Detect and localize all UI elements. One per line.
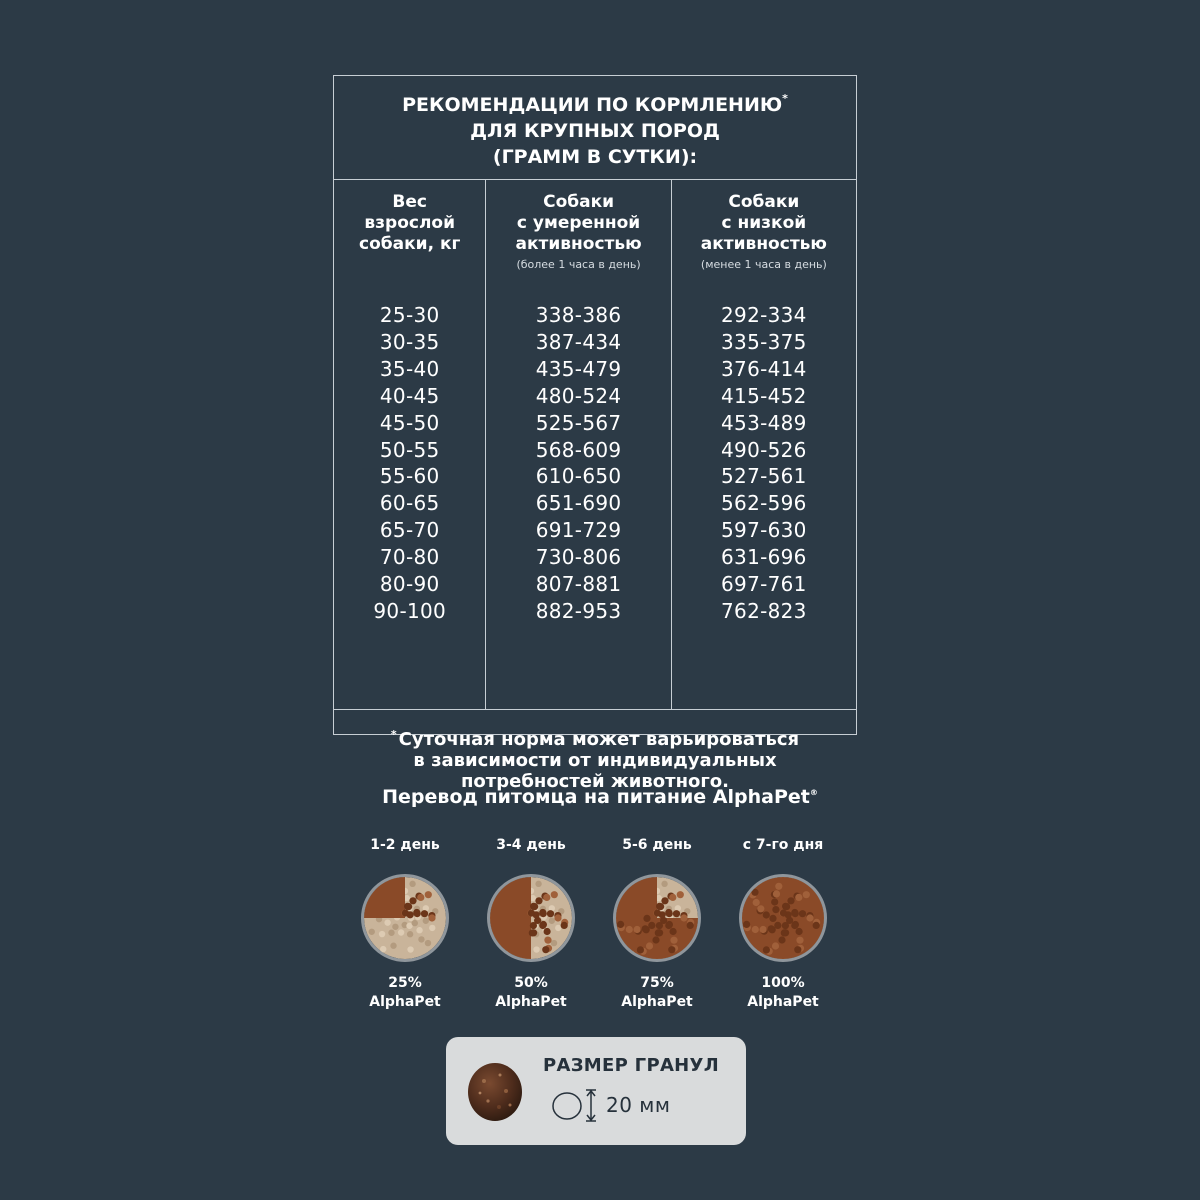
table-cell: 568-609 xyxy=(535,437,622,462)
table-cell: 30-35 xyxy=(379,329,440,354)
step-day: 1-2 день xyxy=(370,837,440,853)
table-cell: 335-375 xyxy=(721,329,807,354)
column-weight-header xyxy=(334,180,485,290)
column-low-values xyxy=(672,302,856,625)
food-mix-bowl xyxy=(613,874,701,962)
diameter-icon xyxy=(551,1087,601,1123)
transition-title xyxy=(0,786,1200,808)
column-header-line: собаки, кг xyxy=(359,234,461,254)
transition-brand: AlphaPet xyxy=(712,786,810,808)
table-cell: 882-953 xyxy=(535,598,622,623)
table-cell: 25-30 xyxy=(379,303,440,327)
feeding-table xyxy=(333,75,857,792)
column-header-line: Собаки xyxy=(728,192,800,212)
trademark-sign: ® xyxy=(809,788,818,797)
step-percent: 75% xyxy=(640,975,674,991)
step-brand: AlphaPet xyxy=(747,994,819,1010)
table-cell: 70-80 xyxy=(379,545,440,570)
feeding-title-line1 xyxy=(402,86,788,118)
table-cell: 338-386 xyxy=(535,303,622,327)
table-cell: 387-434 xyxy=(535,329,622,354)
column-header-line: Собаки xyxy=(543,192,615,212)
feeding-title-text-1: РЕКОМЕНДАЦИИ ПО КОРМЛЕНИЮ xyxy=(402,93,783,116)
column-weight xyxy=(334,180,485,709)
granule-size-title: РАЗМЕР ГРАНУЛ xyxy=(543,1055,719,1076)
table-cell: 453-489 xyxy=(721,410,807,435)
transition-step xyxy=(592,836,722,1012)
table-cell: 292-334 xyxy=(721,303,807,327)
granule-size-card xyxy=(446,1037,746,1145)
table-cell: 697-761 xyxy=(721,572,807,597)
table-cell: 691-729 xyxy=(535,518,622,543)
column-low-header xyxy=(672,180,856,290)
step-percent-label xyxy=(340,974,470,1012)
step-percent-label xyxy=(718,974,848,1012)
column-header-note: (менее 1 часа в день) xyxy=(700,258,827,271)
food-mix-bowl xyxy=(361,874,449,962)
granule-size-value: 20 мм xyxy=(606,1093,671,1117)
table-cell: 527-561 xyxy=(721,464,807,489)
table-cell: 415-452 xyxy=(721,383,807,408)
transition-title-text: Перевод питомца на питание xyxy=(382,786,713,808)
table-cell: 610-650 xyxy=(535,464,622,489)
table-cell: 490-526 xyxy=(721,437,807,462)
column-header-line: с низкой xyxy=(721,213,807,233)
step-percent: 50% xyxy=(514,975,548,991)
table-cell: 762-823 xyxy=(721,598,807,623)
table-cell: 730-806 xyxy=(535,545,622,570)
feeding-columns xyxy=(334,180,856,710)
table-cell: 631-696 xyxy=(721,545,807,570)
kibble-image xyxy=(466,1061,524,1123)
column-header-line: активностью xyxy=(700,234,827,254)
column-low-activity xyxy=(671,180,856,709)
step-percent: 25% xyxy=(388,975,422,991)
column-moderate-values xyxy=(486,302,670,625)
step-percent: 100% xyxy=(761,975,805,991)
transition-step xyxy=(718,836,848,1012)
table-cell: 50-55 xyxy=(379,437,440,462)
footnote-line2: в зависимости от индивидуальных xyxy=(413,750,777,771)
table-cell: 90-100 xyxy=(373,598,447,623)
table-cell: 651-690 xyxy=(535,491,622,516)
column-header-line: с умеренной xyxy=(516,213,641,233)
column-header-line: Вес xyxy=(392,192,427,212)
feeding-table-title xyxy=(334,76,856,180)
table-cell: 45-50 xyxy=(379,410,440,435)
table-cell: 65-70 xyxy=(379,518,440,543)
step-day: 3-4 день xyxy=(496,837,566,853)
feeding-title-star: * xyxy=(782,91,788,105)
column-moderate-header xyxy=(486,180,670,290)
step-percent-label xyxy=(592,974,722,1012)
step-brand: AlphaPet xyxy=(495,994,567,1010)
table-cell: 807-881 xyxy=(535,572,622,597)
step-brand: AlphaPet xyxy=(369,994,441,1010)
food-mix-bowl xyxy=(487,874,575,962)
table-cell: 525-567 xyxy=(535,410,622,435)
table-cell: 435-479 xyxy=(535,356,622,381)
table-cell: 376-414 xyxy=(721,356,807,381)
step-day: 5-6 день xyxy=(622,837,692,853)
step-percent-label xyxy=(466,974,596,1012)
table-cell: 35-40 xyxy=(379,356,440,381)
food-mix-bowl xyxy=(739,874,827,962)
table-cell: 480-524 xyxy=(535,383,622,408)
step-day: с 7-го дня xyxy=(742,837,824,853)
column-header-note: (более 1 часа в день) xyxy=(516,258,641,271)
footnote-line1 xyxy=(391,724,799,750)
table-cell: 60-65 xyxy=(379,491,440,516)
transition-steps xyxy=(340,836,860,1010)
table-cell: 562-596 xyxy=(721,491,807,516)
column-moderate-activity xyxy=(485,180,670,709)
column-header-line: взрослой xyxy=(364,213,456,233)
table-cell: 597-630 xyxy=(721,518,807,543)
footnote-line3: потребностей животного. xyxy=(460,771,729,792)
table-cell: 80-90 xyxy=(379,572,440,597)
table-cell: 55-60 xyxy=(379,464,440,489)
transition-step xyxy=(466,836,596,1012)
transition-step xyxy=(340,836,470,1012)
feeding-title-line2: ДЛЯ КРУПНЫХ ПОРОД xyxy=(470,119,720,142)
feeding-title-line3: (ГРАММ В СУТКИ): xyxy=(492,145,698,168)
table-cell: 40-45 xyxy=(379,383,440,408)
footnote-text-1: Суточная норма может варьироваться xyxy=(398,729,800,750)
step-brand: AlphaPet xyxy=(621,994,693,1010)
column-weight-values xyxy=(334,302,485,625)
footnote-star: * xyxy=(390,728,397,741)
column-header-line: активностью xyxy=(515,234,642,254)
